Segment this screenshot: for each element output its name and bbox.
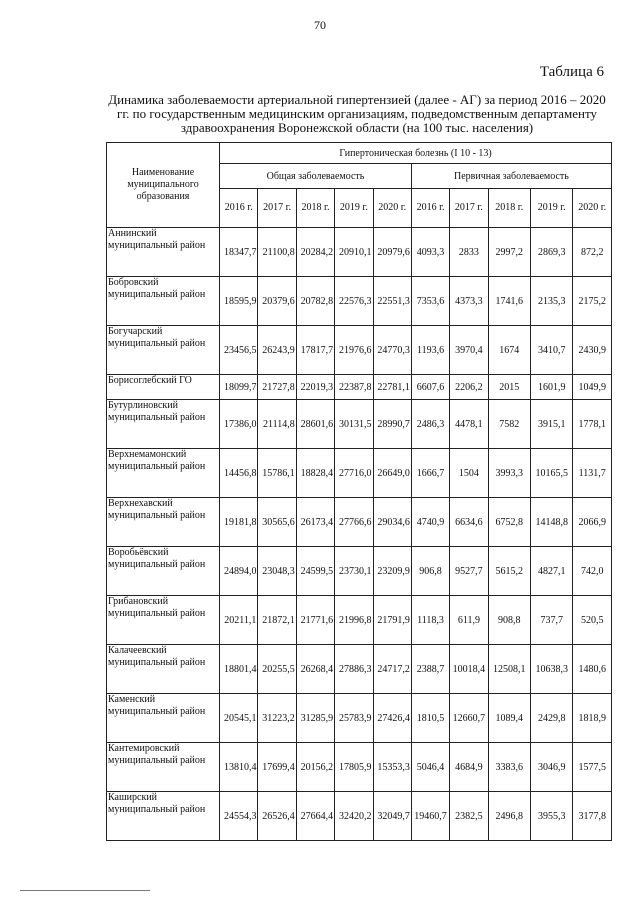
table-row <box>107 596 612 645</box>
value-cell: 21996,8 <box>335 596 373 645</box>
municipality-name: Богучарский муниципальный район <box>107 326 220 375</box>
table-row <box>107 792 612 841</box>
value-cell: 22576,3 <box>335 277 373 326</box>
municipality-name: Калачеевский муниципальный район <box>107 645 220 694</box>
value-cell: 27886,3 <box>335 645 373 694</box>
value-cell: 2382,5 <box>450 792 488 841</box>
column-header-municipality: Наименование муниципального образования <box>107 143 220 228</box>
value-cell: 32420,2 <box>335 792 373 841</box>
value-cell: 520,5 <box>573 596 612 645</box>
value-cell: 7582 <box>488 400 530 449</box>
value-cell: 2486,3 <box>411 400 449 449</box>
value-cell: 9527,7 <box>450 547 488 596</box>
value-cell: 21976,6 <box>335 326 373 375</box>
value-cell: 31285,9 <box>296 694 334 743</box>
value-cell: 1818,9 <box>573 694 612 743</box>
table-row <box>107 449 612 498</box>
value-cell: 4373,3 <box>450 277 488 326</box>
value-cell: 17805,9 <box>335 743 373 792</box>
value-cell: 4478,1 <box>450 400 488 449</box>
value-cell: 21872,1 <box>258 596 296 645</box>
value-cell: 3970,4 <box>450 326 488 375</box>
value-cell: 18801,4 <box>220 645 258 694</box>
value-cell: 20910,1 <box>335 228 373 277</box>
value-cell: 10638,3 <box>531 645 573 694</box>
value-cell: 1089,4 <box>488 694 530 743</box>
value-cell: 3915,1 <box>531 400 573 449</box>
value-cell: 20979,6 <box>373 228 411 277</box>
value-cell: 26649,0 <box>373 449 411 498</box>
value-cell: 24894,0 <box>220 547 258 596</box>
municipality-name: Верхнехавский муниципальный район <box>107 498 220 547</box>
value-cell: 21791,9 <box>373 596 411 645</box>
value-cell: 21100,8 <box>258 228 296 277</box>
value-cell: 6607,6 <box>411 375 449 400</box>
value-cell: 24599,5 <box>296 547 334 596</box>
table-row <box>107 694 612 743</box>
value-cell: 1480,6 <box>573 645 612 694</box>
value-cell: 18828,4 <box>296 449 334 498</box>
value-cell: 20211,1 <box>220 596 258 645</box>
value-cell: 15353,3 <box>373 743 411 792</box>
municipality-name: Бобровский муниципальный район <box>107 277 220 326</box>
value-cell: 24717,2 <box>373 645 411 694</box>
table-row <box>107 743 612 792</box>
year-header: 2018 г. <box>296 189 334 228</box>
value-cell: 7353,6 <box>411 277 449 326</box>
value-cell: 26526,4 <box>258 792 296 841</box>
value-cell: 2066,9 <box>573 498 612 547</box>
value-cell: 737,7 <box>531 596 573 645</box>
morbidity-table <box>106 142 612 841</box>
value-cell: 2135,3 <box>531 277 573 326</box>
value-cell: 20255,5 <box>258 645 296 694</box>
value-cell: 20156,2 <box>296 743 334 792</box>
value-cell: 2833 <box>450 228 488 277</box>
value-cell: 22387,8 <box>335 375 373 400</box>
value-cell: 17817,7 <box>296 326 334 375</box>
value-cell: 1118,3 <box>411 596 449 645</box>
value-cell: 19460,7 <box>411 792 449 841</box>
value-cell: 29034,6 <box>373 498 411 547</box>
table-row <box>107 277 612 326</box>
value-cell: 20379,6 <box>258 277 296 326</box>
value-cell: 28601,6 <box>296 400 334 449</box>
value-cell: 17386,0 <box>220 400 258 449</box>
value-cell: 24554,3 <box>220 792 258 841</box>
year-header: 2017 г. <box>450 189 488 228</box>
value-cell: 25783,9 <box>335 694 373 743</box>
year-header: 2018 г. <box>488 189 530 228</box>
municipality-name: Борисоглебский ГО <box>107 375 220 400</box>
value-cell: 1741,6 <box>488 277 530 326</box>
subheader-primary: Первичная заболеваемость <box>411 164 611 189</box>
value-cell: 906,8 <box>411 547 449 596</box>
value-cell: 1601,9 <box>531 375 573 400</box>
value-cell: 4740,9 <box>411 498 449 547</box>
value-cell: 21114,8 <box>258 400 296 449</box>
value-cell: 2997,2 <box>488 228 530 277</box>
value-cell: 3410,7 <box>531 326 573 375</box>
value-cell: 611,9 <box>450 596 488 645</box>
value-cell: 17699,4 <box>258 743 296 792</box>
value-cell: 1810,5 <box>411 694 449 743</box>
value-cell: 18347,7 <box>220 228 258 277</box>
value-cell: 15786,1 <box>258 449 296 498</box>
value-cell: 1778,1 <box>573 400 612 449</box>
value-cell: 1131,7 <box>573 449 612 498</box>
value-cell: 2206,2 <box>450 375 488 400</box>
year-header: 2020 г. <box>373 189 411 228</box>
value-cell: 4684,9 <box>450 743 488 792</box>
table-row <box>107 400 612 449</box>
value-cell: 18595,9 <box>220 277 258 326</box>
value-cell: 1193,6 <box>411 326 449 375</box>
value-cell: 26268,4 <box>296 645 334 694</box>
value-cell: 3383,6 <box>488 743 530 792</box>
value-cell: 27664,4 <box>296 792 334 841</box>
value-cell: 22781,1 <box>373 375 411 400</box>
footer-rule <box>20 890 150 891</box>
value-cell: 4093,3 <box>411 228 449 277</box>
value-cell: 10165,5 <box>531 449 573 498</box>
value-cell: 2429,8 <box>531 694 573 743</box>
value-cell: 3046,9 <box>531 743 573 792</box>
table-body <box>107 228 612 841</box>
value-cell: 23048,3 <box>258 547 296 596</box>
municipality-name: Грибановский муниципальный район <box>107 596 220 645</box>
value-cell: 21727,8 <box>258 375 296 400</box>
value-cell: 27766,6 <box>335 498 373 547</box>
municipality-name: Кантемировский муниципальный район <box>107 743 220 792</box>
value-cell: 1577,5 <box>573 743 612 792</box>
value-cell: 2430,9 <box>573 326 612 375</box>
municipality-name: Каширский муниципальный район <box>107 792 220 841</box>
municipality-name: Бутурлиновский муниципальный район <box>107 400 220 449</box>
value-cell: 2388,7 <box>411 645 449 694</box>
municipality-name: Воробьёвский муниципальный район <box>107 547 220 596</box>
value-cell: 13810,4 <box>220 743 258 792</box>
year-header: 2019 г. <box>335 189 373 228</box>
value-cell: 21771,6 <box>296 596 334 645</box>
value-cell: 14456,8 <box>220 449 258 498</box>
value-cell: 1504 <box>450 449 488 498</box>
value-cell: 20284,2 <box>296 228 334 277</box>
value-cell: 6752,8 <box>488 498 530 547</box>
year-header: 2016 г. <box>220 189 258 228</box>
value-cell: 6634,6 <box>450 498 488 547</box>
value-cell: 5615,2 <box>488 547 530 596</box>
value-cell: 14148,8 <box>531 498 573 547</box>
page-number: 70 <box>314 18 326 32</box>
value-cell: 908,8 <box>488 596 530 645</box>
value-cell: 20782,8 <box>296 277 334 326</box>
year-header: 2017 г. <box>258 189 296 228</box>
table-row <box>107 228 612 277</box>
value-cell: 2869,3 <box>531 228 573 277</box>
value-cell: 23456,5 <box>220 326 258 375</box>
value-cell: 1674 <box>488 326 530 375</box>
value-cell: 3993,3 <box>488 449 530 498</box>
value-cell: 5046,4 <box>411 743 449 792</box>
value-cell: 12508,1 <box>488 645 530 694</box>
value-cell: 742,0 <box>573 547 612 596</box>
value-cell: 1049,9 <box>573 375 612 400</box>
value-cell: 1666,7 <box>411 449 449 498</box>
value-cell: 30131,5 <box>335 400 373 449</box>
value-cell: 24770,3 <box>373 326 411 375</box>
value-cell: 12660,7 <box>450 694 488 743</box>
value-cell: 3177,8 <box>573 792 612 841</box>
table-row <box>107 498 612 547</box>
year-header: 2019 г. <box>531 189 573 228</box>
table-row <box>107 547 612 596</box>
value-cell: 2496,8 <box>488 792 530 841</box>
table-row <box>107 326 612 375</box>
value-cell: 26243,9 <box>258 326 296 375</box>
table-label: Таблица 6 <box>539 64 604 80</box>
value-cell: 22019,3 <box>296 375 334 400</box>
value-cell: 4827,1 <box>531 547 573 596</box>
year-header: 2020 г. <box>573 189 612 228</box>
municipality-name: Аннинский муниципальный район <box>107 228 220 277</box>
value-cell: 31223,2 <box>258 694 296 743</box>
value-cell: 22551,3 <box>373 277 411 326</box>
value-cell: 19181,8 <box>220 498 258 547</box>
value-cell: 27426,4 <box>373 694 411 743</box>
value-cell: 27716,0 <box>335 449 373 498</box>
table-row <box>107 645 612 694</box>
group-header: Гипертоническая болезнь (I 10 - 13) <box>220 143 612 164</box>
municipality-name: Каменский муниципальный район <box>107 694 220 743</box>
value-cell: 2015 <box>488 375 530 400</box>
value-cell: 23730,1 <box>335 547 373 596</box>
municipality-name: Верхнемамонский муниципальный район <box>107 449 220 498</box>
year-header: 2016 г. <box>411 189 449 228</box>
value-cell: 28990,7 <box>373 400 411 449</box>
value-cell: 30565,6 <box>258 498 296 547</box>
value-cell: 18099,7 <box>220 375 258 400</box>
value-cell: 32049,7 <box>373 792 411 841</box>
table-row <box>107 375 612 400</box>
value-cell: 23209,9 <box>373 547 411 596</box>
value-cell: 10018,4 <box>450 645 488 694</box>
table-title: Динамика заболеваемости артериальной гипертензией (далее - АГ) за период 2016 – 2020 гг. по государственным медицинским организациям, подведомственным департаменту здравоохранения Воронежской области (на 100 тыс. населения) <box>108 92 606 135</box>
value-cell: 26173,4 <box>296 498 334 547</box>
subheader-general: Общая заболеваемость <box>220 164 412 189</box>
value-cell: 872,2 <box>573 228 612 277</box>
value-cell: 3955,3 <box>531 792 573 841</box>
value-cell: 2175,2 <box>573 277 612 326</box>
value-cell: 20545,1 <box>220 694 258 743</box>
